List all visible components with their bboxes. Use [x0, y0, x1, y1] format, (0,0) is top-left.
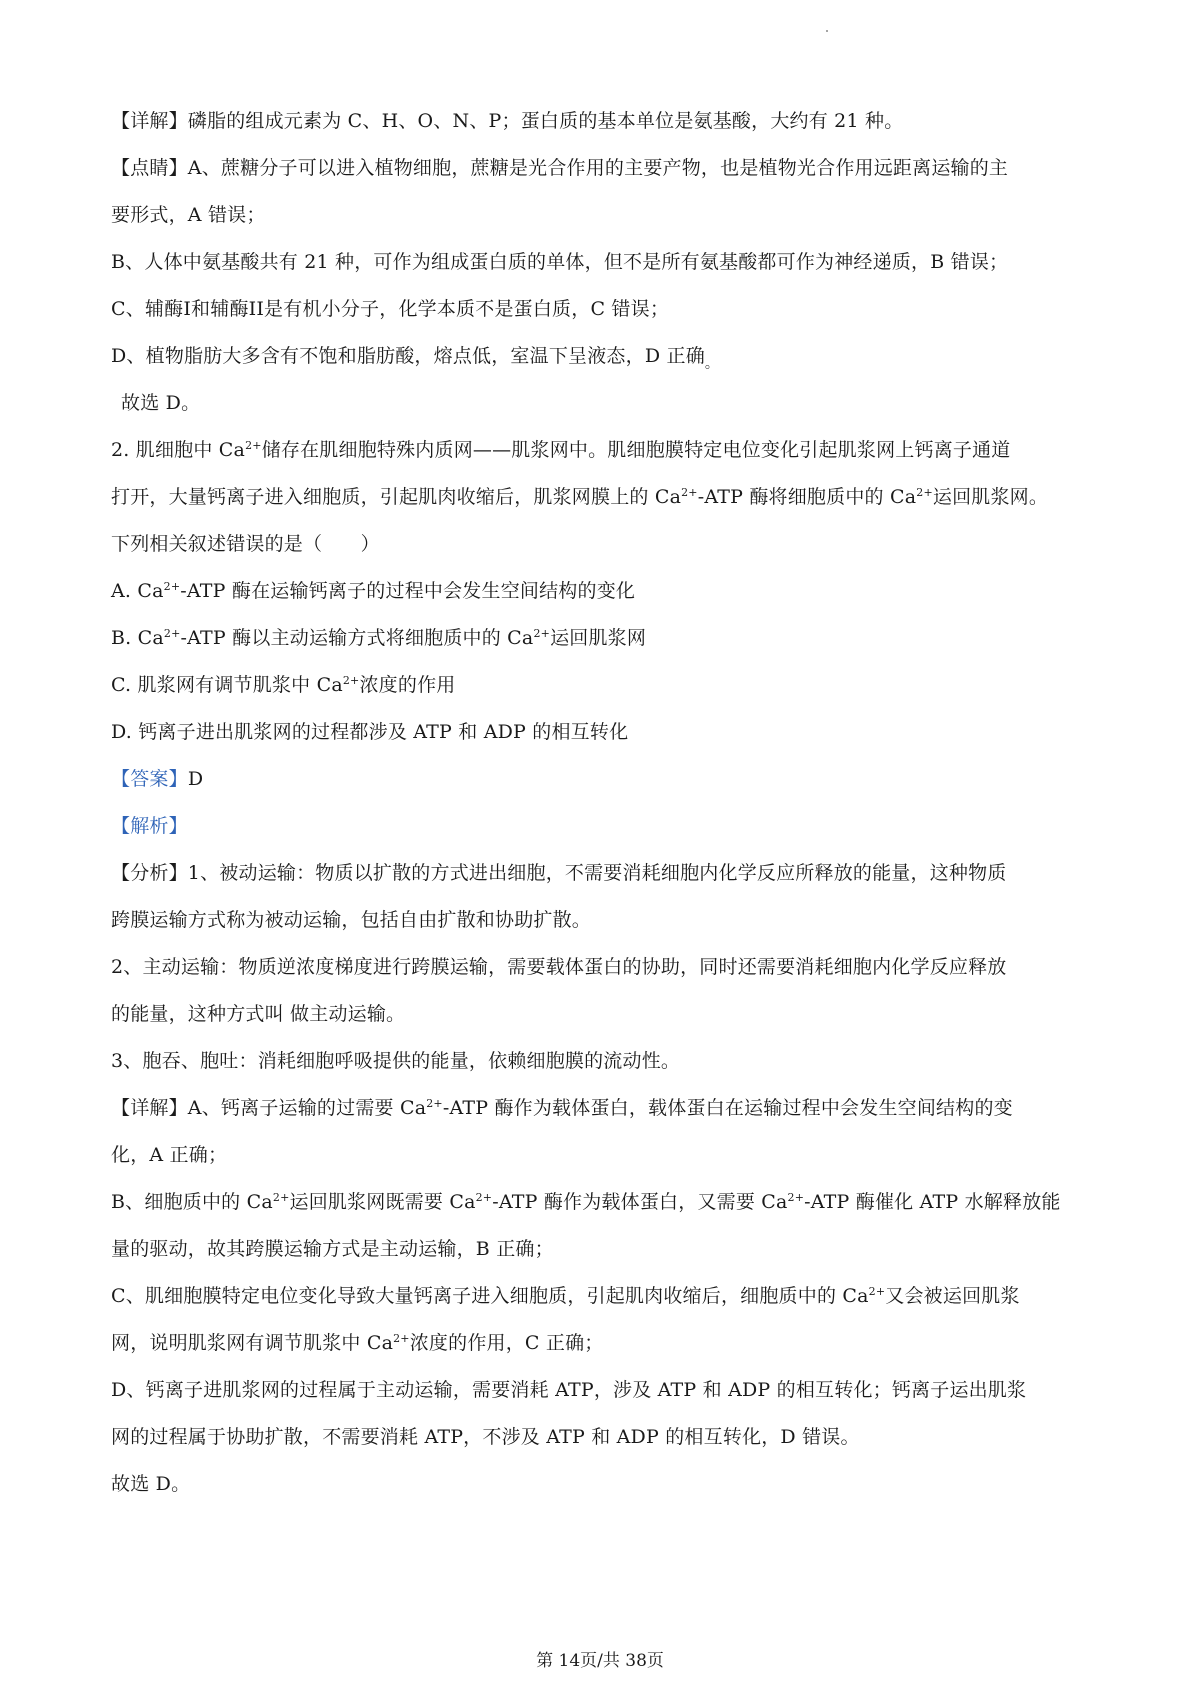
detail-2-text-a: 【详解】A、钙离子运输的过需要 Ca — [111, 1097, 427, 1119]
superscript: 2+ — [787, 1191, 805, 1204]
analysis-text-4: 的能量，这种方式叫 做主动运输。 — [111, 1003, 406, 1025]
superscript: 2+ — [245, 439, 262, 452]
superscript: 2+ — [342, 674, 360, 687]
detail-5-text-a: C、肌细胞膜特定电位变化导致大量钙离子进入细胞质，引起肌肉收缩后，细胞质中的 Ca — [111, 1285, 869, 1307]
comment-text-5 — [111, 333, 1106, 380]
comment-text-5-body: D、植物脂肪大多含有不饱和脂肪酸，熔点低，室温下呈液态，D 正确 — [111, 345, 705, 367]
detail-6-text-b: 浓度的作用，C 正确； — [409, 1332, 604, 1354]
superscript: 2+ — [426, 1097, 443, 1110]
detail-2-text-b: -ATP 酶作为载体蛋白，载体蛋白在运输过程中会发生空间结构的变 — [442, 1097, 1013, 1119]
analysis-text-5: 3、胞吞、胞吐：消耗细胞呼吸提供的能量，依赖细胞膜的流动性。 — [111, 1050, 681, 1072]
comment-text-1: 【点睛】A、蔗糖分子可以进入植物细胞，蔗糖是光合作用的主要产物，也是植物光合作用远距离运输的主 — [111, 157, 1009, 179]
superscript: 2+ — [272, 1191, 290, 1204]
detail-3-text-a: B、细胞质中的 Ca — [111, 1191, 273, 1213]
page-footer: 第 14页/共 38页 — [536, 1651, 664, 1671]
option-c-text-a: C. 肌浆网有调节肌浆中 Ca — [111, 674, 343, 696]
detail-5-text-b: 又会被运回肌浆 — [885, 1285, 1020, 1307]
option-a — [111, 568, 1106, 615]
detail-2-line-7: D、钙离子进肌浆网的过程属于主动运输，需要消耗 ATP，涉及 ATP 和 ADP 的相互转化；钙离子运出肌浆 — [111, 1379, 1027, 1401]
option-d: D. 钙离子进出肌浆网的过程都涉及 ATP 和 ADP 的相互转化 — [111, 721, 629, 743]
scan-dot — [826, 30, 828, 32]
superscript: 2+ — [163, 627, 181, 640]
q2-text-a: 2. 肌细胞中 Ca — [111, 439, 246, 461]
analysis-label: 【解析】 — [111, 815, 188, 837]
analysis-text-1: 【分析】1、被动运输：物质以扩散的方式进出细胞，不需要消耗细胞内化学反应所释放的能量，这种物质 — [111, 862, 1007, 884]
detail-6-text-a: 网，说明肌浆网有调节肌浆中 Ca — [111, 1332, 394, 1354]
detail-2-line-1 — [111, 1085, 1106, 1132]
analysis-text-2: 跨膜运输方式称为被动运输，包括自由扩散和协助扩散。 — [111, 909, 592, 931]
comment-text-5-end: 。 — [704, 356, 720, 372]
detail-2-line-8: 网的过程属于协助扩散，不需要消耗 ATP，不涉及 ATP 和 ADP 的相互转化，D 错误。 — [111, 1426, 860, 1448]
q2-text-b: 储存在肌细胞特殊内质网——肌浆网中。肌细胞膜特定电位变化引起肌浆网上钙离子通道 — [261, 439, 1011, 461]
detail-2-line-5 — [111, 1273, 1106, 1320]
analysis-line — [111, 803, 1106, 850]
comment-text-4: C、辅酶I和辅酶II是有机小分子，化学本质不是蛋白质，C 错误； — [111, 298, 670, 320]
option-a-text-a: A. Ca — [111, 580, 164, 602]
question-2-line-2 — [111, 474, 1106, 521]
option-b-text-c: 运回肌浆网 — [550, 627, 647, 649]
superscript: 2+ — [393, 1332, 410, 1345]
answer-label: 【答案】 — [111, 768, 188, 790]
q2-line2-c: 运回肌浆网。 — [932, 486, 1049, 508]
option-c — [111, 662, 1106, 709]
comment-text-3: B、人体中氨基酸共有 21 种，可作为组成蛋白质的单体，但不是所有氨基酸都可作为神经递质，B 错误； — [111, 251, 1009, 273]
detail-2-line-3 — [111, 1179, 1106, 1226]
superscript: 2+ — [868, 1285, 886, 1298]
detail-3-text-c: -ATP 酶作为载体蛋白，又需要 Ca — [492, 1191, 788, 1213]
choose-text-2: 故选 D。 — [111, 1473, 191, 1495]
option-a-text-b: -ATP 酶在运输钙离子的过程中会发生空间结构的变化 — [180, 580, 636, 602]
superscript: 2+ — [916, 486, 933, 499]
superscript: 2+ — [475, 1191, 493, 1204]
detail-2-line-4: 量的驱动，故其跨膜运输方式是主动运输，B 正确； — [111, 1238, 554, 1260]
choose-text-1: 故选 D。 — [121, 392, 201, 414]
detail-2-line-2: 化，A 正确； — [111, 1144, 228, 1166]
detail-3-text-b: 运回肌浆网既需要 Ca — [289, 1191, 476, 1213]
superscript: 2+ — [163, 580, 181, 593]
q2-line2-a: 打开，大量钙离子进入细胞质，引起肌肉收缩后，肌浆网膜上的 Ca — [111, 486, 682, 508]
option-c-text-b: 浓度的作用 — [359, 674, 456, 696]
superscript: 2+ — [533, 627, 551, 640]
analysis-text-3: 2、主动运输：物质逆浓度梯度进行跨膜运输，需要载体蛋白的协助，同时还需要消耗细胞内化学反应释放 — [111, 956, 1007, 978]
answer-value: D — [187, 768, 204, 790]
answer-line — [111, 756, 1106, 803]
option-b — [111, 615, 1106, 662]
question-2-line-1 — [111, 427, 1106, 474]
question-2-line-3: 下列相关叙述错误的是（ ） — [111, 533, 380, 555]
superscript: 2+ — [681, 486, 698, 499]
option-b-text-a: B. Ca — [111, 627, 164, 649]
option-b-text-b: -ATP 酶以主动运输方式将细胞质中的 Ca — [180, 627, 534, 649]
page-content — [111, 98, 1106, 1508]
q2-line2-b: -ATP 酶将细胞质中的 Ca — [697, 486, 917, 508]
detail-2-line-6 — [111, 1320, 1106, 1367]
detail-3-text-d: -ATP 酶催化 ATP 水解释放能 — [804, 1191, 1061, 1213]
comment-text-2: 要形式，A 错误； — [111, 204, 266, 226]
detail-text-1: 【详解】磷脂的组成元素为 C、H、O、N、P；蛋白质的基本单位是氨基酸，大约有 21 种。 — [111, 110, 904, 132]
